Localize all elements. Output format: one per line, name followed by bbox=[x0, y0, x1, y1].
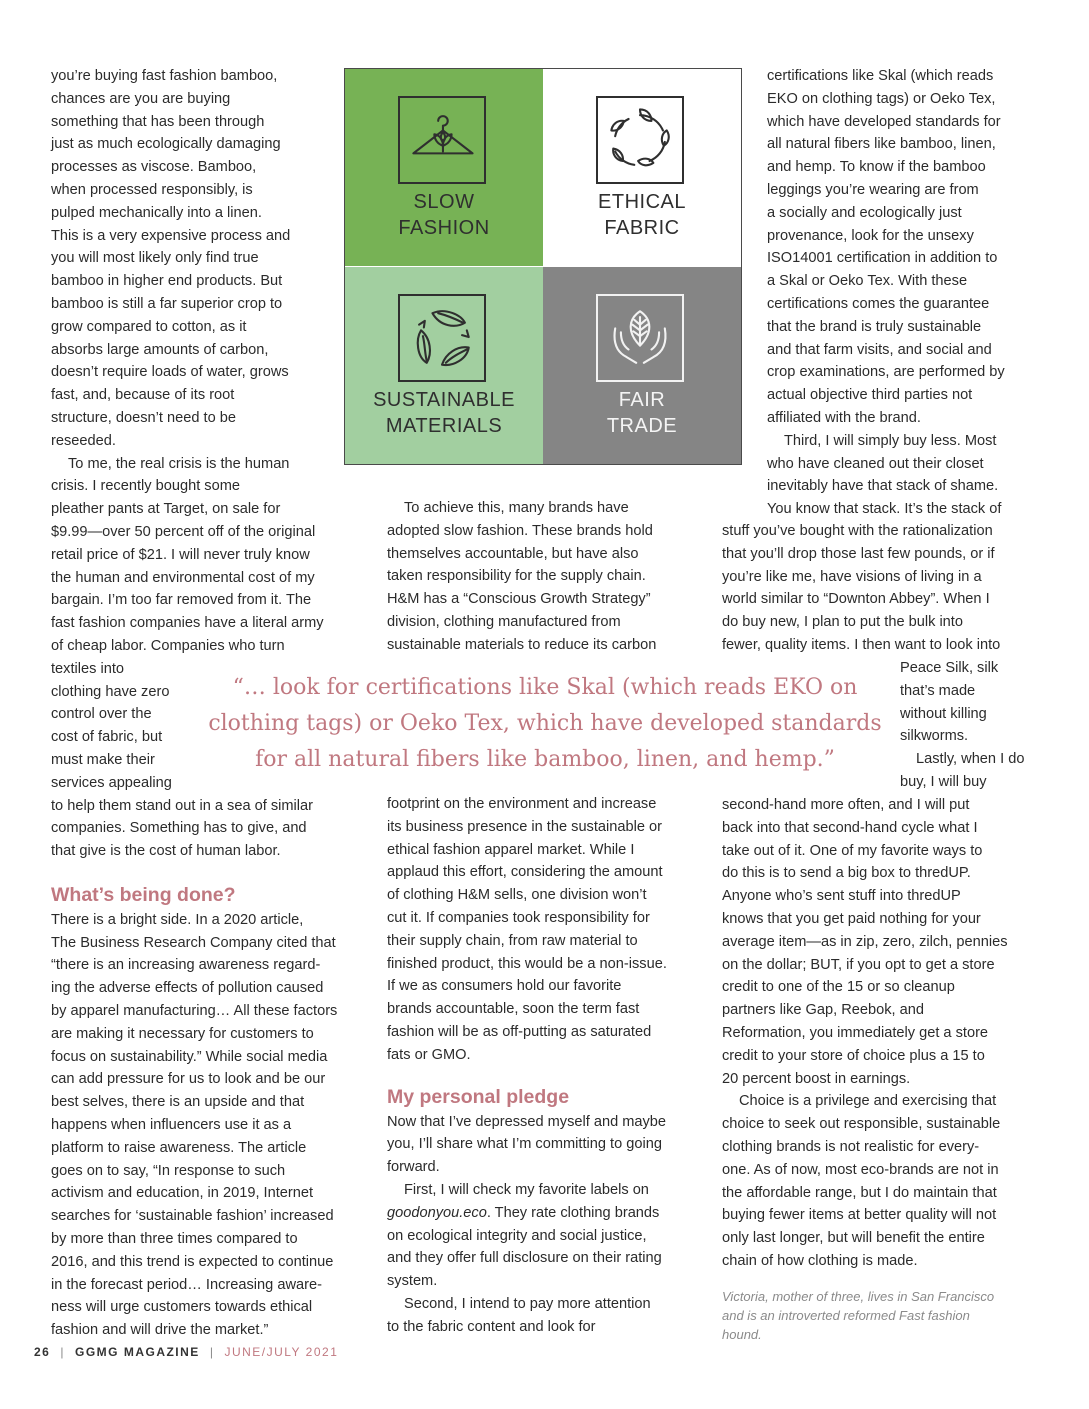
text-line: in the forecast period… Increasing aware- bbox=[51, 1276, 322, 1293]
text-line: by more than three times compared to bbox=[51, 1231, 298, 1248]
text-line: crop examinations, are performed by bbox=[767, 364, 1005, 381]
cell-label: SUSTAINABLE MATERIALS bbox=[373, 389, 515, 437]
text-line: one. As of now, most eco-brands are not in bbox=[722, 1161, 999, 1178]
text-line: and they offer full disclosure on their rating bbox=[387, 1250, 662, 1267]
cell-ethical-fabric bbox=[543, 69, 741, 266]
text-line: take out of it. One of my favorite ways to bbox=[722, 842, 983, 859]
text-line: must make their bbox=[51, 751, 155, 768]
text: First, I will check my favorite labels on bbox=[404, 1181, 649, 1198]
text-line: ethical fashion apparel market. While I bbox=[387, 841, 635, 858]
paragraph bbox=[900, 748, 1070, 794]
text-line: sustainable materials to reduce its carbon bbox=[387, 636, 657, 653]
text-line: something that has been through bbox=[51, 113, 265, 130]
text-line: cut it. If companies took responsibility for bbox=[387, 909, 650, 926]
text-line: bamboo is still a far superior crop to bbox=[51, 295, 283, 312]
paragraph bbox=[900, 657, 1070, 748]
text-line: ing the adverse effects of pollution caused bbox=[51, 980, 324, 997]
text-line: and is an introverted reformed Fast fashion bbox=[722, 1307, 970, 1323]
text-line: can add pressure for us to look and be our bbox=[51, 1071, 326, 1088]
text-line: happens when influencers use it as a bbox=[51, 1117, 292, 1134]
paragraph bbox=[767, 430, 1067, 521]
text-line: buying fewer items at better quality will not bbox=[722, 1207, 997, 1224]
text-line: hound. bbox=[722, 1326, 762, 1342]
text-line: you’re buying fast fashion bamboo, bbox=[51, 68, 278, 84]
text-line: There is a bright side. In a 2020 article, bbox=[51, 911, 304, 928]
text-line: fashion and will drive the market.” bbox=[51, 1322, 269, 1339]
leaf-wreath-icon bbox=[596, 96, 684, 184]
link-goodonyou[interactable]: goodonyou.eco bbox=[387, 1204, 487, 1221]
text-line: adopted slow fashion. These brands hold bbox=[387, 522, 653, 539]
cell-slow-fashion bbox=[345, 69, 543, 266]
text-line: structure, doesn’t need to be bbox=[51, 409, 236, 426]
text-line: fast fashion companies have a literal army bbox=[51, 615, 324, 632]
text-line: leggings you’re wearing are from bbox=[767, 181, 979, 198]
text-line: 2016, and this trend is expected to continue bbox=[51, 1253, 334, 1270]
text-line: forward. bbox=[387, 1159, 440, 1176]
text-line: all natural fibers like bamboo, linen, bbox=[767, 136, 996, 153]
text-line: and that farm visits, and social and bbox=[767, 341, 992, 358]
cell-label: SLOW FASHION bbox=[398, 191, 490, 239]
paragraph bbox=[51, 909, 371, 1342]
text-line: fewer, quality items. I then want to look into bbox=[722, 636, 1001, 653]
text-line: ISO14001 certification in addition to bbox=[767, 250, 998, 267]
text-line: that’s made bbox=[900, 682, 976, 699]
text-line: do this is to send a big box to thredUP. bbox=[722, 865, 971, 882]
text-line: retail price of $21. I will never truly know bbox=[51, 546, 310, 563]
text-line: system. bbox=[387, 1273, 438, 1290]
text-line: that the brand is truly sustainable bbox=[767, 318, 982, 335]
paragraph bbox=[51, 65, 371, 453]
cell-label: ETHICAL FABRIC bbox=[598, 191, 686, 239]
text-line: choice to seek out responsible, sustainable bbox=[722, 1116, 1001, 1133]
text-line: actual objective third parties not bbox=[767, 387, 973, 404]
paragraph bbox=[387, 793, 707, 1067]
text-line: the affordable range, but I do maintain that bbox=[722, 1184, 997, 1201]
text-line: textiles into bbox=[51, 660, 125, 677]
text-line: themselves accountable, but have also bbox=[387, 545, 639, 562]
paragraph bbox=[387, 1179, 707, 1293]
author-caption bbox=[722, 1287, 1062, 1344]
text-line: that give is the cost of human labor. bbox=[51, 843, 281, 860]
text-line: clothing have zero bbox=[51, 683, 170, 700]
text-line: . They rate clothing brands bbox=[486, 1204, 660, 1221]
text-line: “there is an increasing awareness regard- bbox=[51, 957, 321, 974]
text-line: average item—as in zip, zero, zilch, pennies bbox=[722, 933, 1008, 950]
text-line: control over the bbox=[51, 706, 152, 723]
text-line: division, clothing manufactured from bbox=[387, 613, 621, 630]
issue-date: JUNE/JULY 2021 bbox=[224, 1345, 339, 1359]
hands-leaf-icon bbox=[596, 294, 684, 382]
text-line: 20 percent boost in earnings. bbox=[722, 1070, 911, 1087]
text-line: which have developed standards for bbox=[767, 113, 1001, 130]
paragraph bbox=[767, 65, 1067, 430]
text-line: activism and education, in 2019, Internet bbox=[51, 1185, 314, 1202]
text-line: who have cleaned out their closet bbox=[767, 455, 984, 472]
text-line: credit to one of the 15 or so cleanup bbox=[722, 979, 955, 996]
text-line: clothing brands is not realistic for every- bbox=[722, 1138, 980, 1155]
pull-quote bbox=[205, 670, 885, 778]
values-graphic bbox=[344, 68, 742, 465]
column-2-bottom bbox=[387, 793, 707, 1339]
text-line: brands accountable, soon the term fast bbox=[387, 1001, 640, 1018]
text-line: its business presence in the sustainable or bbox=[387, 818, 663, 835]
text-line: a Skal or Oeko Tex. With these bbox=[767, 273, 968, 290]
text-line: If we as consumers hold our favorite bbox=[387, 978, 622, 995]
text-line: stuff you’ve bought with the rationalization bbox=[722, 523, 993, 539]
text-line: processes as viscose. Bamboo, bbox=[51, 159, 257, 176]
text-line: You know that stack. It’s the stack of bbox=[767, 501, 1002, 518]
column-3-wrap-2 bbox=[900, 748, 1070, 794]
text-line: you will most likely only find true bbox=[51, 250, 259, 267]
text-line: Second, I intend to pay more attention bbox=[404, 1295, 651, 1312]
paragraph bbox=[51, 453, 371, 863]
text-line: you’re like me, have visions of living in a bbox=[722, 568, 982, 585]
text-line: This is a very expensive process and bbox=[51, 227, 291, 244]
text-line: grow compared to cotton, as it bbox=[51, 318, 247, 335]
text-line: of clothing H&M sells, one division won’t bbox=[387, 887, 647, 904]
text-line: for all natural fibers like bamboo, linen, and hemp.” bbox=[255, 747, 835, 772]
text-line: pleather pants at Target, on sale for bbox=[51, 501, 281, 518]
text-line: ness will urge customers towards ethical bbox=[51, 1299, 313, 1316]
text-line: H&M has a “Conscious Growth Strategy” bbox=[387, 591, 651, 608]
recycle-leaves-icon bbox=[398, 294, 486, 382]
text-line: Now that I’ve depressed myself and maybe bbox=[387, 1113, 667, 1130]
text-line: Victoria, mother of three, lives in San Francisco bbox=[722, 1288, 995, 1304]
text-line: companies. Something has to give, and bbox=[51, 820, 307, 837]
cell-fair-trade bbox=[543, 267, 741, 464]
text-line: the human and environmental cost of my bbox=[51, 569, 315, 586]
text-line: just as much ecologically damaging bbox=[51, 136, 281, 153]
text-line: do buy new, I plan to put the bulk into bbox=[722, 614, 963, 631]
text-line: footprint on the environment and increase bbox=[387, 796, 657, 812]
text-line: fast, and, because of its root bbox=[51, 387, 235, 404]
text-line: certifications comes the guarantee bbox=[767, 295, 990, 312]
text-line: Peace Silk, silk bbox=[900, 660, 999, 676]
text-line: second-hand more often, and I will put bbox=[722, 797, 970, 813]
text-line: only last longer, but will benefit the entire bbox=[722, 1230, 985, 1247]
column-3-wrap bbox=[900, 657, 1070, 748]
text-line: provenance, look for the unsexy bbox=[767, 227, 974, 244]
text-line: To achieve this, many brands have bbox=[404, 500, 629, 516]
text-line: back into that second-hand cycle what I bbox=[722, 819, 978, 836]
text-line: certifications like Skal (which reads bbox=[767, 68, 994, 84]
text-line: Third, I will simply buy less. Most bbox=[784, 432, 997, 449]
text-line: world similar to “Downton Abbey”. When I bbox=[722, 591, 990, 608]
text-line: finished product, this would be a non-issue. bbox=[387, 955, 667, 972]
text-line: $9.99—over 50 percent off of the original bbox=[51, 523, 316, 540]
text-line: pulped mechanically into a linen. bbox=[51, 204, 262, 221]
column-2-top bbox=[387, 497, 707, 657]
text-line: “… look for certifications like Skal (which reads EKO on bbox=[232, 675, 858, 700]
text-line: Reformation, you immediately get a store bbox=[722, 1024, 989, 1041]
text-line: by apparel manufacturing… All these factors bbox=[51, 1003, 338, 1020]
paragraph bbox=[722, 794, 1062, 1090]
column-3 bbox=[767, 65, 1067, 521]
text-line: chain of how clothing is made. bbox=[722, 1252, 918, 1269]
text-line: a socially and ecologically just bbox=[767, 204, 962, 221]
text-line: of cheap labor. Companies who turn bbox=[51, 637, 285, 654]
text-line: to help them stand out in a sea of similar bbox=[51, 797, 314, 814]
column-3-bottom bbox=[722, 794, 1062, 1344]
text-line: fashion will be as off-putting as saturated bbox=[387, 1023, 652, 1040]
text-line: taken responsibility for the supply chain. bbox=[387, 568, 646, 585]
page-number: 26 bbox=[34, 1345, 51, 1359]
text-line: platform to raise awareness. The article bbox=[51, 1139, 307, 1156]
paragraph bbox=[387, 1293, 707, 1339]
text-line: cost of fabric, but bbox=[51, 729, 163, 746]
text-line: when processed responsibly, is bbox=[51, 181, 253, 198]
hanger-leaf-icon bbox=[398, 96, 486, 184]
cell-sustainable-materials bbox=[345, 267, 543, 464]
text-line: Lastly, when I do bbox=[916, 751, 1025, 767]
text-line: The Business Research Company cited that bbox=[51, 934, 336, 951]
text-line: applaud this effort, considering the amount bbox=[387, 864, 663, 881]
paragraph bbox=[387, 1111, 707, 1179]
text-line: to the fabric content and look for bbox=[387, 1318, 596, 1335]
text-line: on the dollar; BUT, if you opt to get a store bbox=[722, 956, 995, 973]
text-line: are making it necessary for customers to bbox=[51, 1025, 314, 1042]
text-line: crisis. I recently bought some bbox=[51, 478, 240, 495]
text-line: reseeded. bbox=[51, 432, 116, 449]
text-line: Choice is a privilege and exercising that bbox=[739, 1093, 997, 1110]
text-line: best selves, there is an upside and that bbox=[51, 1094, 305, 1111]
text-line: services appealing bbox=[51, 774, 172, 791]
text-line: clothing tags) or Oeko Tex, which have developed standards bbox=[208, 711, 882, 736]
text-line: credit to your store of choice plus a 15 to bbox=[722, 1047, 985, 1064]
text-line: EKO on clothing tags) or Oeko Tex, bbox=[767, 90, 996, 107]
text-line: focus on sustainability.” While social media bbox=[51, 1048, 328, 1065]
page-footer bbox=[34, 1345, 338, 1359]
divider: | bbox=[60, 1345, 65, 1359]
text-line: that you’ll drop those last few pounds, or if bbox=[722, 545, 995, 562]
text-line: their supply chain, from raw material to bbox=[387, 932, 638, 949]
text-line: fats or GMO. bbox=[387, 1046, 471, 1063]
text-line: without killing bbox=[900, 705, 987, 722]
text-line: partners like Gap, Reebok, and bbox=[722, 1002, 924, 1019]
text-line: and hemp. To know if the bamboo bbox=[767, 159, 986, 176]
text-line: doesn’t require loads of water, grows bbox=[51, 364, 289, 381]
text-line: bamboo in higher end products. But bbox=[51, 273, 283, 290]
text-line: bargain. I’m too far removed from it. The bbox=[51, 592, 312, 609]
text-line: goes on to say, “In response to such bbox=[51, 1162, 286, 1179]
text-line: inevitably have that stack of shame. bbox=[767, 478, 999, 495]
text-line: Anyone who’s sent stuff into thredUP bbox=[722, 888, 961, 905]
divider: | bbox=[209, 1345, 215, 1359]
text-line: knows that you get paid nothing for your bbox=[722, 910, 981, 927]
text-line: absorbs large amounts of carbon, bbox=[51, 341, 269, 358]
paragraph bbox=[387, 497, 707, 657]
paragraph bbox=[722, 520, 1062, 657]
text-line: affiliated with the brand. bbox=[767, 409, 921, 426]
magazine-name: GGMG MAGAZINE bbox=[74, 1345, 200, 1359]
text-line: buy, I will buy bbox=[900, 773, 987, 790]
paragraph bbox=[722, 1090, 1062, 1272]
text-line: searches for ‘sustainable fashion’ increased bbox=[51, 1208, 334, 1225]
text-line: chances are you are buying bbox=[51, 90, 231, 107]
column-3-wide bbox=[722, 520, 1062, 657]
section-heading: My personal pledge bbox=[387, 1085, 570, 1108]
text-line: you, I’ll share what I’m committing to going bbox=[387, 1136, 662, 1153]
text-line: To me, the real crisis is the human bbox=[68, 455, 290, 472]
text-line: silkworms. bbox=[900, 728, 969, 745]
text-line: on ecological integrity and social justice, bbox=[387, 1227, 647, 1244]
cell-label: FAIR TRADE bbox=[606, 389, 678, 437]
section-heading: What’s being done? bbox=[51, 883, 236, 906]
